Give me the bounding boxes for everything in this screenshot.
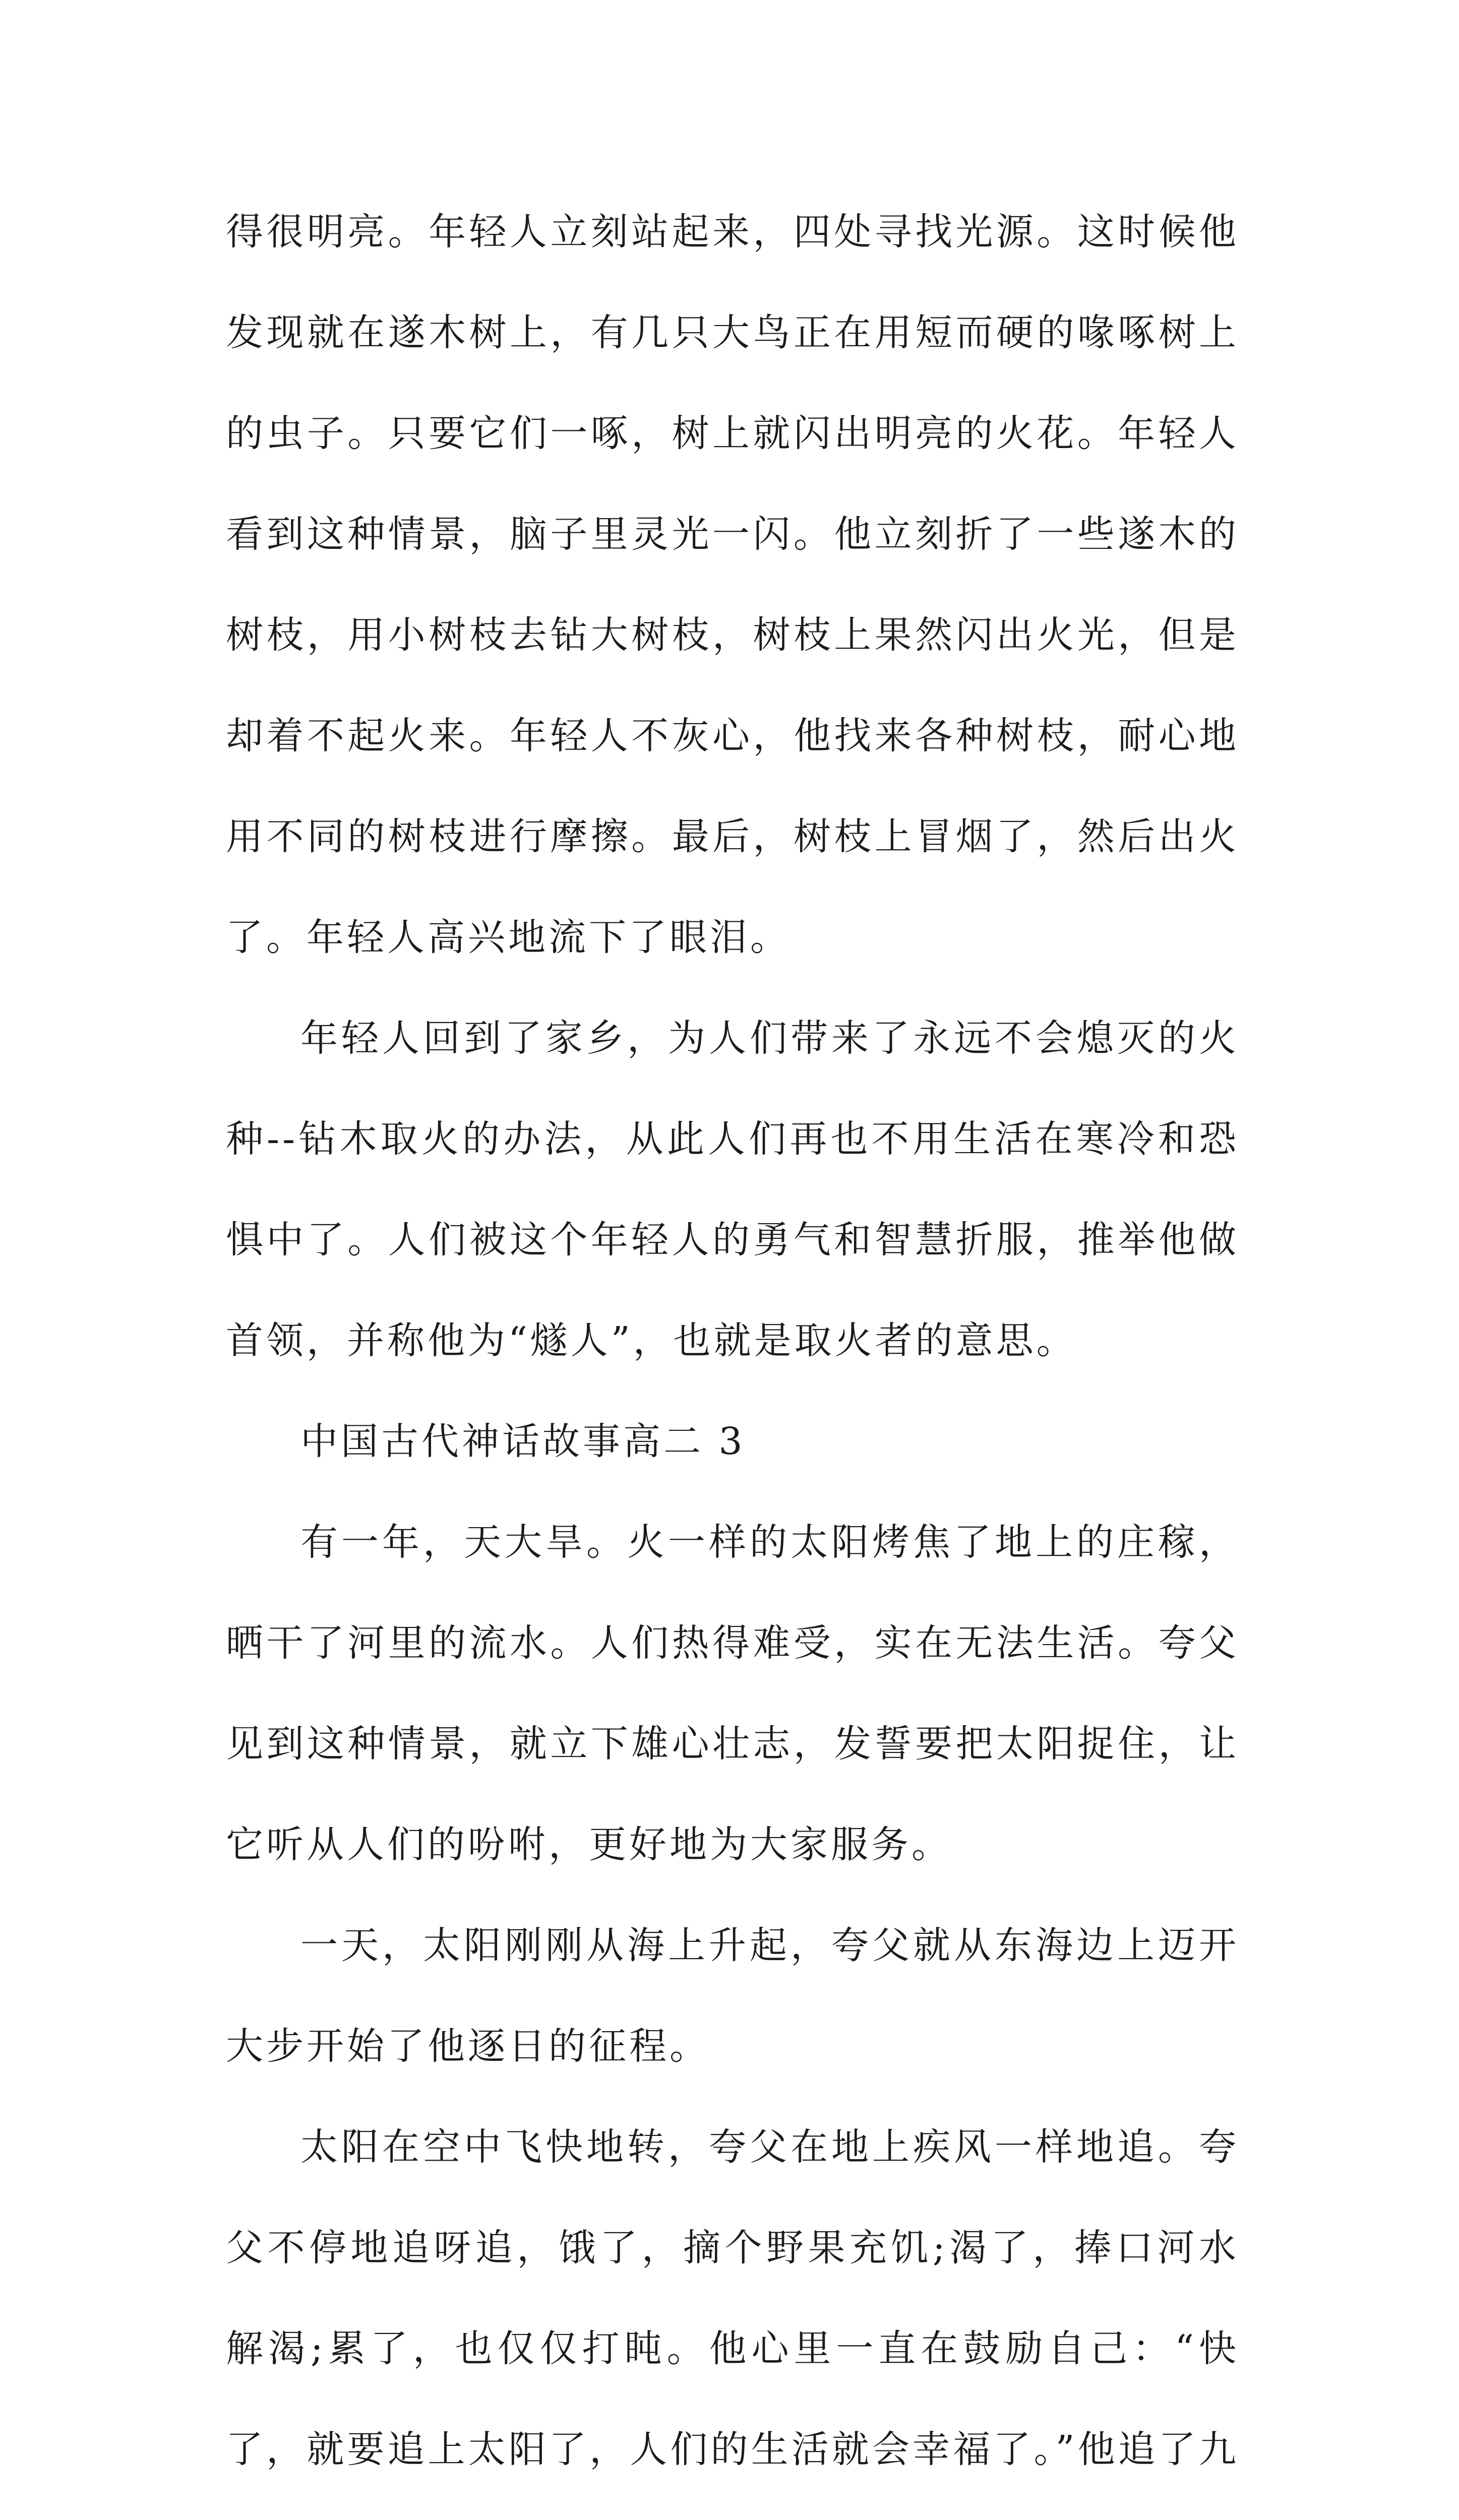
document-body [226, 181, 1239, 2520]
paragraph-5: 太阳在空中飞快地转，夸父在地上疾风一样地追。夸父不停地追呀追，饿了，摘个野果充饥;渴了，捧口河水解渴;累了，也仅仅打盹。他心里一直在鼓励自己：“快了，就要追上太阳了，人们的生活就会幸福了。”他追了九 [226, 2125, 1239, 2471]
paragraph-2: 年轻人回到了家乡，为人们带来了永远不会熄灭的火种--钻木取火的办法，从此人们再也不用生活在寒冷和恐惧中了。人们被这个年轻人的勇气和智慧折服，推举他做首领，并称他为“燧人”，也就是取火者的意思。 [226, 1017, 1239, 1362]
paragraph-3: 有一年，天大旱。火一样的太阳烤焦了地上的庄稼，晒干了河里的流水。人们热得难受，实在无法生活。夸父见到这种情景，就立下雄心壮志，发誓要把太阳捉住，让它听从人们的吩咐，更好地为大家服务。 [226, 1521, 1239, 1866]
section-heading: 中国古代神话故事高二 3 [300, 1420, 746, 1463]
paragraph-1: 得很明亮。年轻人立刻站起来，四处寻找光源。这时候他发现就在遂木树上，有几只大鸟正在用短而硬的喙啄树上的虫子。只要它们一啄，树上就闪出明亮的火花。年轻人看到这种情景，脑子里灵光一闪。他立刻折了一些遂木的树枝，用小树枝去钻大树枝，树枝上果然闪出火光，但是却着不起火来。年轻人不灰心，他找来各种树枝，耐心地用不同的树枝进行摩擦。最后，树枝上冒烟了，然后出火了。年轻人高兴地流下了眼泪。 [226, 210, 1239, 959]
paragraph-4: 一天，太阳刚刚从海上升起，夸父就从东海边上迈开大步开始了他逐日的征程。 [226, 1924, 1239, 2068]
